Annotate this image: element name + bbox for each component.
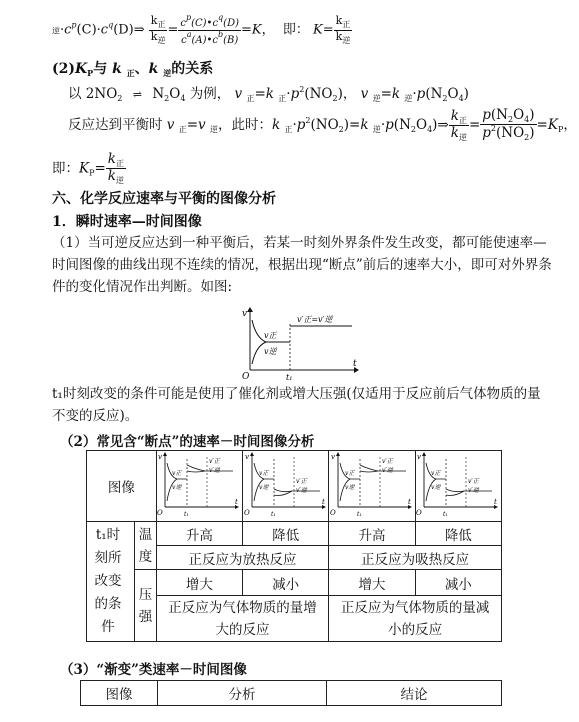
t1-label: t₁ bbox=[356, 511, 362, 517]
t1-label: t₁ bbox=[443, 511, 449, 517]
gradual-heading: （3）“渐变”类速率－时间图像 bbox=[60, 662, 247, 678]
o-label: O bbox=[416, 509, 423, 517]
mini-graph-cell-3 bbox=[329, 451, 415, 522]
gradual-table bbox=[80, 680, 502, 706]
y-arrow bbox=[422, 452, 426, 456]
temp-val-1: 升高 bbox=[156, 522, 242, 546]
vpz-label: v′正 bbox=[381, 458, 393, 465]
mini-graph-4 bbox=[416, 451, 500, 517]
press-note-2 bbox=[329, 596, 502, 642]
v-prime-label: v′正=v′逆 bbox=[297, 315, 333, 324]
example-line: 以 $2NO_2$ ⇌ $N_2O_4$ 为例， v $_正$=k $_正\cdot p^2(NO_2)$， v $_逆$=k $_逆\cdot p(N_2O_4)$ bbox=[68, 85, 469, 103]
t-label: t bbox=[494, 498, 498, 506]
paragraph-catalyst: t₁时刻改变的条件可能是使用了催化剂或增大压强(仅适用于反应前后气体物质的量不变的反应)。 bbox=[52, 386, 541, 424]
vpn-label: v′逆 bbox=[381, 467, 393, 474]
mini-graph-cell-4 bbox=[415, 451, 501, 522]
vn-label: v逆 bbox=[172, 484, 182, 491]
breakpoint-analysis-table bbox=[86, 450, 502, 642]
vn-label: v逆 bbox=[344, 484, 355, 491]
col-header-conclusion: 结论 bbox=[327, 681, 502, 706]
row-head-cell bbox=[87, 522, 135, 642]
fraction-concentration: $\frac{c^p(C)•c^q(D)}{c^a(A)•c^b(B)}$ bbox=[180, 13, 239, 46]
temp-label-cell bbox=[135, 522, 157, 570]
temp-note-1: 正反应为放热反应 bbox=[156, 546, 329, 570]
t1-label: t₁ bbox=[286, 373, 293, 382]
temp-note-2: 正反应为吸热反应 bbox=[329, 546, 502, 570]
curve-prime-2 bbox=[360, 471, 378, 472]
mini-graph-cell-1 bbox=[156, 451, 242, 522]
y-arrow bbox=[250, 452, 254, 456]
v-label: v bbox=[330, 453, 335, 461]
y-arrow bbox=[336, 452, 340, 456]
subsection-heading: 1．瞬时速率—时间图像 bbox=[52, 214, 202, 230]
rate-time-graph bbox=[240, 306, 360, 382]
origin-label: O bbox=[242, 372, 250, 382]
v-label: v bbox=[417, 453, 422, 461]
pressure-label: 压强 bbox=[138, 586, 153, 625]
v-label: v bbox=[244, 453, 249, 461]
fraction-k-zheng-k-ni: $\frac{k_正}{k_逆}$ bbox=[150, 14, 166, 45]
v-zheng-label: v正 bbox=[264, 331, 277, 340]
kp-result-line: 即：$K_P=$ $\frac{k_正}{k_逆}$ bbox=[52, 151, 124, 186]
vn-label: v逆 bbox=[258, 484, 269, 491]
col-header-analysis: 分析 bbox=[158, 681, 327, 706]
y-axis-label: v bbox=[242, 309, 248, 319]
t1-label: t₁ bbox=[270, 511, 276, 517]
x-axis-label: t bbox=[353, 359, 357, 369]
equilibrium-line: 反应达到平衡时 v $_正$=v $_逆$，此时：k $_正\cdot p^2(NO_2)=k$ $_逆\cdot p(N_2O_4)\Rightarrow$ $\frac{k_正}{k_逆}$ = $\frac{p(N_2O_4)}{p^2(NO_2)}$ $=K_P$， bbox=[68, 107, 577, 143]
press-val-3: 增大 bbox=[329, 570, 415, 596]
vz-label: v正 bbox=[344, 470, 355, 477]
mini-graph-3 bbox=[330, 451, 414, 517]
press-val-1: 增大 bbox=[156, 570, 242, 596]
vz-label: v正 bbox=[258, 470, 269, 477]
temp-label: 温度 bbox=[138, 526, 153, 565]
y-arrow bbox=[163, 452, 167, 456]
pressure-label-cell bbox=[135, 570, 157, 642]
o-label: O bbox=[243, 509, 250, 517]
mini-graph-cell-2 bbox=[243, 451, 329, 522]
t-label: t bbox=[321, 498, 325, 506]
vpz-label: v′正 bbox=[209, 458, 221, 465]
section-heading-kp: $(2)K_P$与 k $_正$、k $_逆$的关系 bbox=[52, 61, 214, 78]
t-label: t bbox=[407, 498, 411, 506]
mini-graph-1 bbox=[157, 451, 241, 517]
vz-label: v正 bbox=[431, 470, 441, 477]
curve-prime-2 bbox=[187, 471, 205, 472]
vpz-label: v′正 bbox=[468, 478, 480, 485]
press-val-4: 减小 bbox=[415, 570, 501, 596]
chapter-heading: 六、化学反应速率与平衡的图像分析 bbox=[52, 191, 276, 207]
press-note-1 bbox=[156, 596, 329, 642]
press-note-1-text: 正反应为气体物质的量增大的反应 bbox=[168, 599, 317, 638]
temp-val-3: 升高 bbox=[329, 522, 415, 546]
temp-val-4: 降低 bbox=[415, 522, 501, 546]
paragraph-intro: （1）当可逆反应达到一种平衡后，若某一时刻外界条件发生改变，都可能使速率—时间图像的曲线出现不连续的情况，根据出现“断点”前后的速率大小，即可对外界条件的变化情况作出判断。如图: bbox=[52, 235, 552, 295]
o-label: O bbox=[329, 509, 336, 517]
col-header-image: 图像 bbox=[81, 681, 158, 706]
row-head-text: t₁时刻所改变的条件 bbox=[94, 527, 122, 635]
v-label: v bbox=[158, 453, 163, 461]
v-ni-label: v逆 bbox=[264, 347, 277, 356]
t1-label: t₁ bbox=[184, 511, 190, 517]
table-heading: （2）常见含“断点”的速率－时间图像分析 bbox=[60, 434, 315, 450]
vpn-label: v′逆 bbox=[295, 487, 307, 494]
image-header-cell: 图像 bbox=[87, 451, 157, 522]
vz-label: v正 bbox=[172, 470, 182, 477]
temp-val-2: 降低 bbox=[243, 522, 329, 546]
equation-line-1: 逆$\cdot c^p(C)\cdot c^q(D)\Rightarrow$ $\frac{k_正}{k_逆}$ = $\frac{c^p(C)•c^q(D)}{c^a(A)•c^b(B)}$ =K， 即： K= $\frac{k_正}{k_逆}$ bbox=[52, 13, 351, 46]
vpz-label: v′正 bbox=[295, 478, 307, 485]
vn-label: v逆 bbox=[431, 484, 441, 491]
press-val-2: 减小 bbox=[243, 570, 329, 596]
o-label: O bbox=[157, 509, 164, 517]
press-note-2-text: 正反应为气体物质的量减小的反应 bbox=[340, 599, 490, 638]
vpn-label: v′逆 bbox=[209, 467, 221, 474]
vpn-label: v′逆 bbox=[468, 487, 480, 494]
t-label: t bbox=[235, 498, 239, 506]
mini-graph-2 bbox=[244, 451, 328, 517]
